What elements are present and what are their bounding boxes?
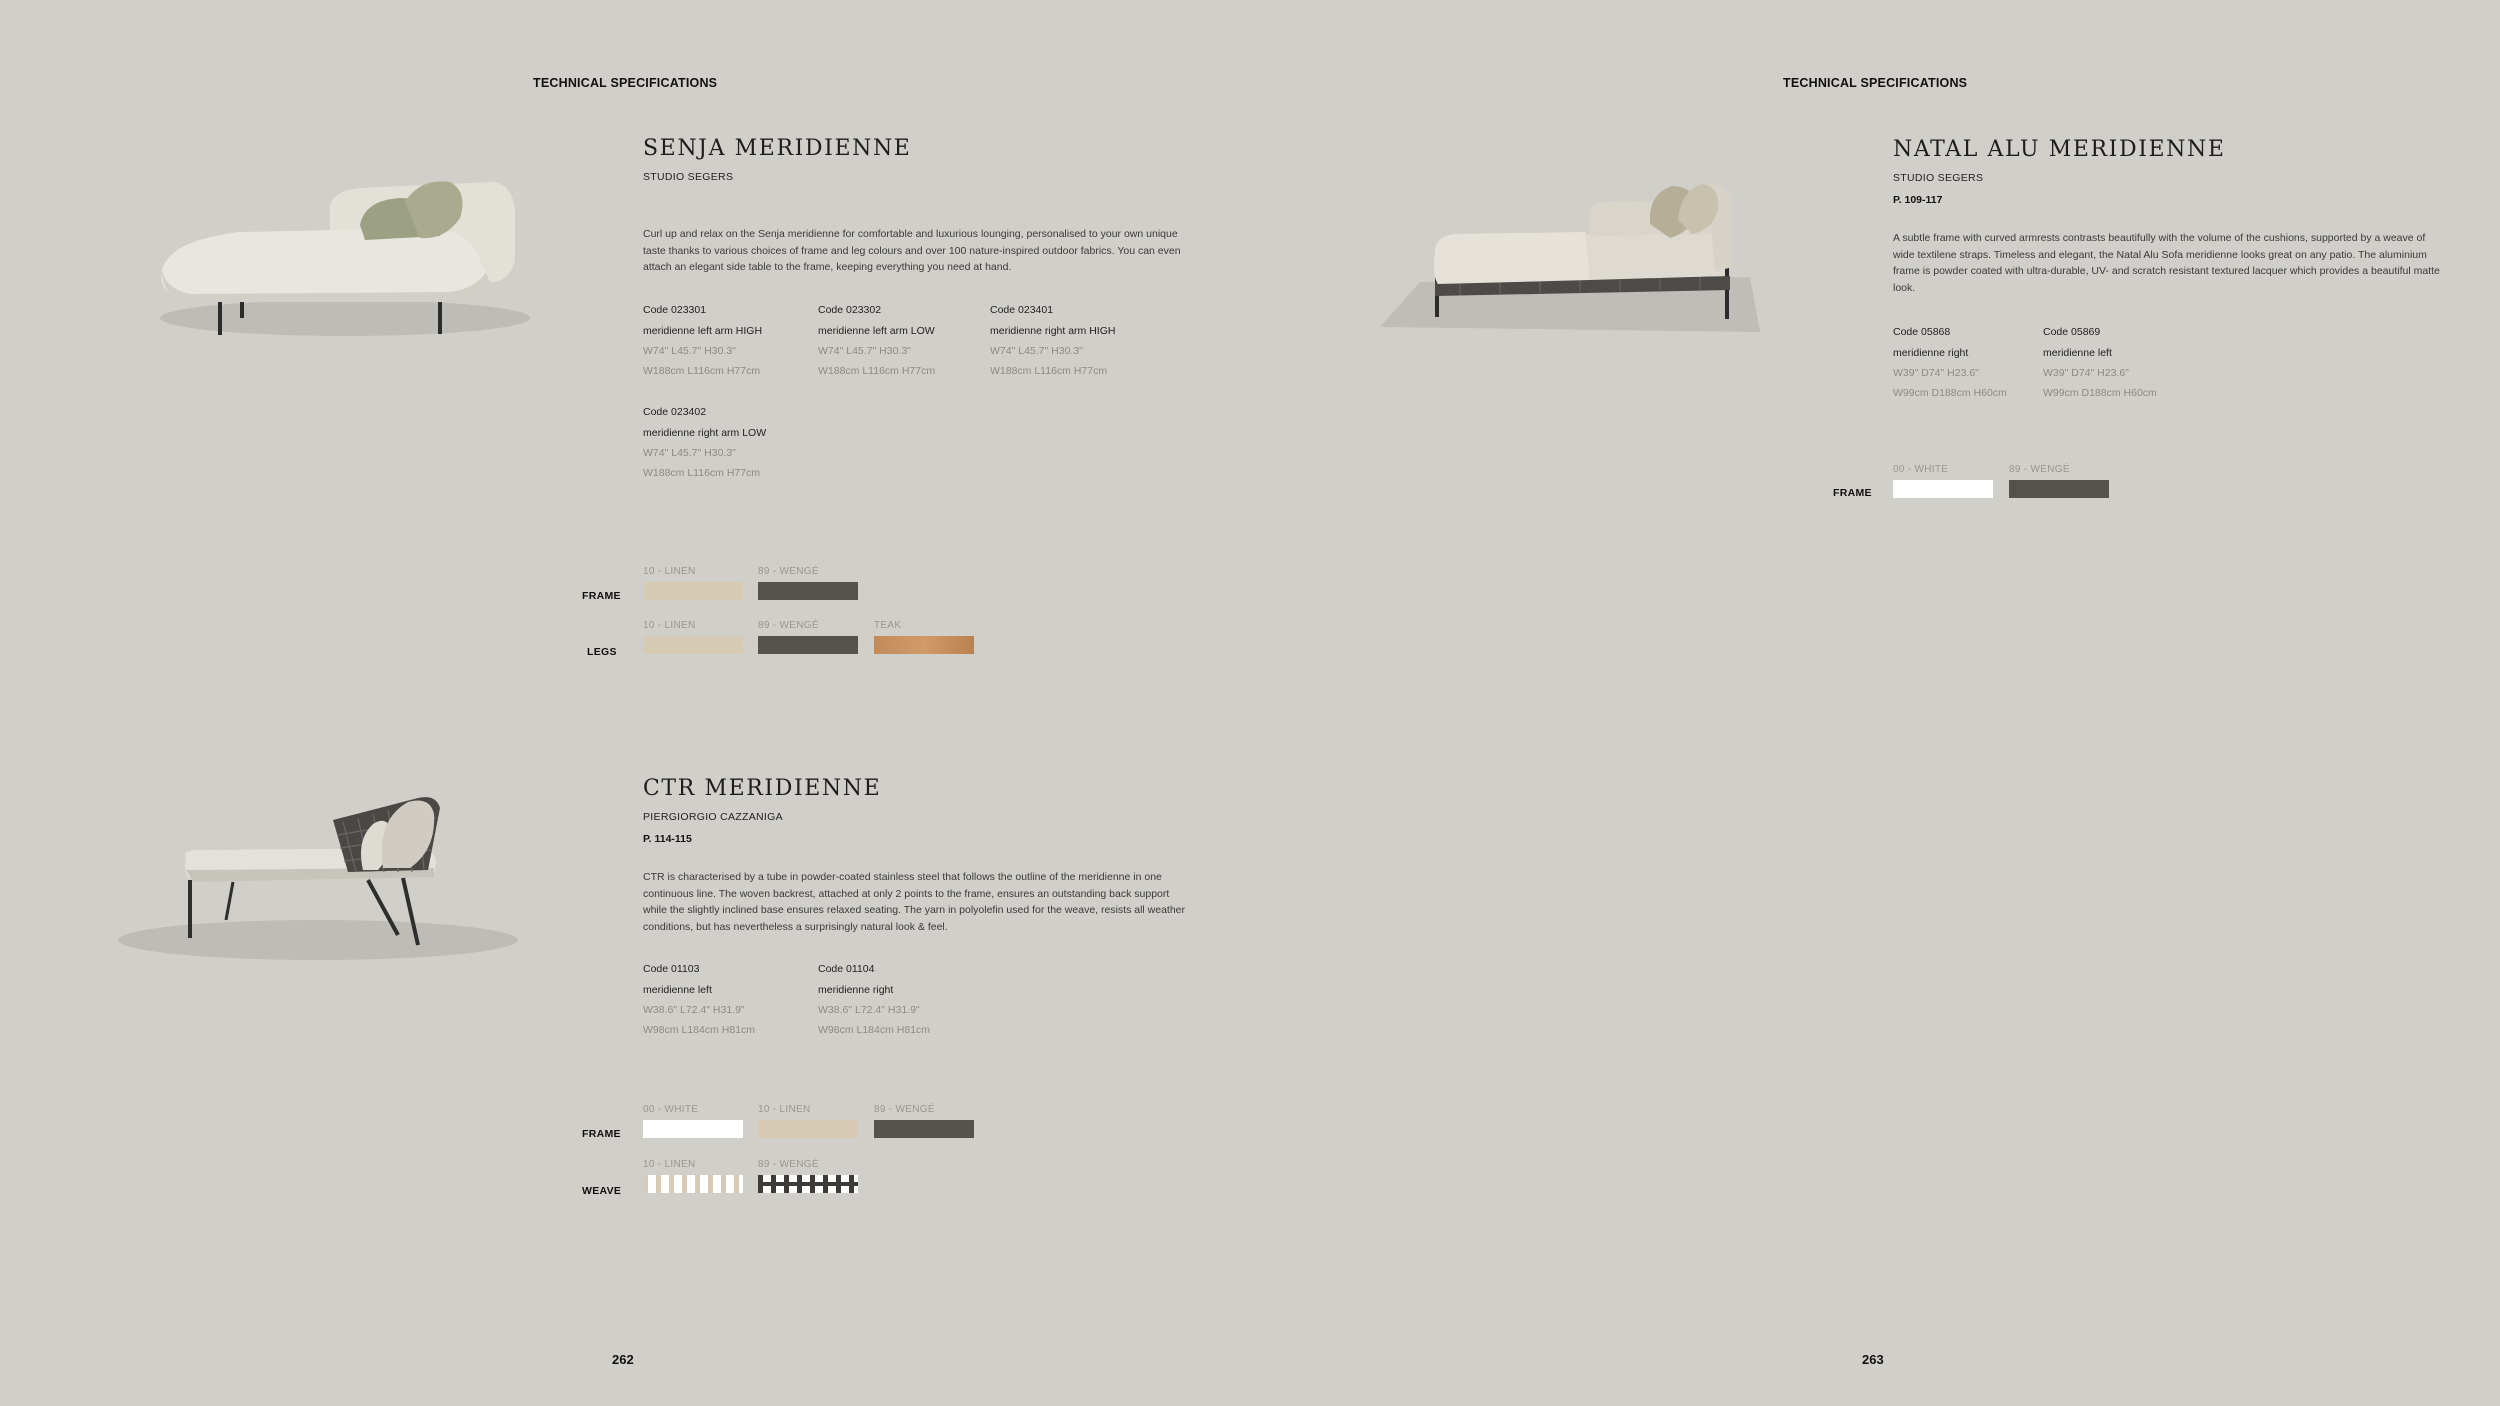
dimensions-inches: W39" D74" H23.6" <box>2043 367 2129 379</box>
dimensions-inches: W74" L45.7" H30.3" <box>990 344 1083 357</box>
dimensions-cm: W188cm L116cm H77cm <box>643 466 761 479</box>
code-number: Code 01104 <box>818 963 875 975</box>
product-codes <box>643 304 1203 514</box>
section-header: TECHNICAL SPECIFICATIONS <box>533 76 718 90</box>
right-page <box>1250 0 2500 1406</box>
swatch-name: 89 - WENGÉ <box>758 1159 819 1170</box>
code-description: meridienne right <box>818 984 894 996</box>
code-item <box>1893 326 2063 399</box>
color-chip <box>643 1120 743 1138</box>
page-number: 262 <box>612 1352 634 1367</box>
dimensions-inches: W74" L45.7" H30.3" <box>818 344 911 357</box>
swatch-weave-wenge <box>758 1159 858 1193</box>
code-item <box>990 304 1160 377</box>
code-description: meridienne left <box>2043 347 2112 359</box>
swatch-name: 10 - LINEN <box>643 566 696 577</box>
dimensions-inches: W74" L45.7" H30.3" <box>643 446 736 459</box>
dimensions-inches: W39" D74" H23.6" <box>1893 367 1979 379</box>
frame-label: FRAME <box>582 1128 621 1140</box>
designer-name: PIERGIORGIO CAZZANIGA <box>643 811 783 823</box>
swatch-teak <box>874 620 974 654</box>
code-item <box>818 963 988 1036</box>
senja-meridienne-image <box>150 170 530 360</box>
product-codes <box>1893 326 2453 406</box>
ctr-meridienne-section <box>643 776 1203 1043</box>
code-item <box>2043 326 2213 399</box>
designer-name: STUDIO SEGERS <box>643 171 734 183</box>
swatch-linen <box>758 1104 858 1138</box>
dimensions-cm: W188cm L116cm H77cm <box>643 364 761 377</box>
swatch-white <box>1893 464 1993 498</box>
product-title: SENJA MERIDIENNE <box>643 136 912 161</box>
code-description: meridienne left <box>643 984 712 996</box>
product-title: NATAL ALU MERIDIENNE <box>1893 137 2226 162</box>
swatch-wenge <box>758 620 858 654</box>
dimensions-cm: W188cm L116cm H77cm <box>818 364 936 377</box>
swatch-wenge <box>2009 464 2109 498</box>
dimensions-inches: W38.6" L72.4" H31.9" <box>643 1004 745 1016</box>
code-number: Code 05868 <box>1893 326 1951 338</box>
weave-label: WEAVE <box>582 1185 622 1197</box>
code-description: meridienne right <box>1893 347 1969 359</box>
swatch-name: 10 - LINEN <box>758 1104 811 1115</box>
product-codes <box>643 963 1203 1043</box>
swatch-wenge <box>758 566 858 600</box>
swatch-name: TEAK <box>874 620 902 631</box>
dimensions-cm: W99cm D188cm H60cm <box>1893 387 2007 399</box>
color-chip <box>643 582 743 600</box>
code-number: Code 023302 <box>818 303 882 316</box>
color-chip <box>758 636 858 654</box>
designer-name: STUDIO SEGERS <box>1893 172 1984 184</box>
page-number: 263 <box>1862 1352 1884 1367</box>
code-item <box>818 304 988 377</box>
swatch-weave-linen <box>643 1159 743 1193</box>
color-chip <box>643 1175 743 1193</box>
natal-alu-meridienne-section <box>1893 137 2453 406</box>
dimensions-cm: W188cm L116cm H77cm <box>990 364 1108 377</box>
swatch-white <box>643 1104 743 1138</box>
product-description: CTR is characterised by a tube in powder-coated stainless steel that follows the outline of the meridienne in one continuous line. The woven backrest, attached at only 2 points to the frame, ensures an outstanding back support while the slightly inclined base ensures relaxed seating. The yarn in polyolefin used for the weave, resists all weather conditions, but has nevertheless a surprisingly natural look & feel. <box>643 871 1186 933</box>
swatch-name: 10 - LINEN <box>643 1159 696 1170</box>
color-chip <box>758 1175 858 1193</box>
code-number: Code 023301 <box>643 303 707 316</box>
code-number: Code 01103 <box>643 963 700 975</box>
swatch-linen <box>643 566 743 600</box>
code-item <box>643 963 813 1036</box>
frame-label: FRAME <box>1833 487 1872 499</box>
product-description: A subtle frame with curved armrests contrasts beautifully with the volume of the cushions, supported by a weave of wide textilene straps. Timeless and elegant, the Natal Alu Sofa meridienne looks great on any patio. The aluminium frame is powder coated with ultra-durable, UV- and scratch resistant textured lacquer which provides a beautiful matte look. <box>1893 232 2440 294</box>
swatch-name: 10 - LINEN <box>643 620 696 631</box>
code-number: Code 023402 <box>643 405 707 418</box>
ctr-meridienne-image <box>118 780 528 980</box>
page-reference: P. 114-115 <box>643 833 692 845</box>
code-description: meridienne left arm LOW <box>818 324 935 337</box>
dimensions-inches: W74" L45.7" H30.3" <box>643 344 736 357</box>
dimensions-inches: W38.6" L72.4" H31.9" <box>818 1004 920 1016</box>
swatch-name: 00 - WHITE <box>1893 464 1949 475</box>
code-item <box>643 304 813 377</box>
swatch-linen <box>643 620 743 654</box>
swatch-name: 89 - WENGÉ <box>758 566 819 577</box>
color-chip <box>1893 480 1993 498</box>
code-number: Code 05869 <box>2043 326 2101 338</box>
product-description: Curl up and relax on the Senja meridienne for comfortable and luxurious lounging, personalised to your own unique taste thanks to various choices of frame and leg colours and over 100 nature-inspired outdoor fabrics. You can even attach an elegant side table to the frame, keeping everything you need at hand. <box>643 228 1181 273</box>
swatch-name: 89 - WENGÉ <box>2009 464 2070 475</box>
legs-label: LEGS <box>587 646 617 658</box>
color-chip <box>874 636 974 654</box>
frame-label: FRAME <box>582 590 621 602</box>
color-chip <box>874 1120 974 1138</box>
page-reference: P. 109-117 <box>1893 194 1943 206</box>
dimensions-cm: W99cm D188cm H60cm <box>2043 387 2157 399</box>
swatch-name: 00 - WHITE <box>643 1104 699 1115</box>
product-title: CTR MERIDIENNE <box>643 776 882 801</box>
code-item <box>643 406 813 479</box>
code-description: meridienne right arm HIGH <box>990 324 1116 337</box>
dimensions-cm: W98cm L184cm H81cm <box>818 1024 931 1036</box>
color-chip <box>758 582 858 600</box>
color-chip <box>2009 480 2109 498</box>
color-chip <box>643 636 743 654</box>
natal-alu-meridienne-image <box>1380 172 1770 347</box>
senja-meridienne-section <box>643 136 1203 514</box>
swatch-wenge <box>874 1104 974 1138</box>
swatch-name: 89 - WENGÉ <box>874 1104 935 1115</box>
code-number: Code 023401 <box>990 303 1054 316</box>
section-header: TECHNICAL SPECIFICATIONS <box>1783 76 1968 90</box>
color-chip <box>758 1120 858 1138</box>
dimensions-cm: W98cm L184cm H81cm <box>643 1024 756 1036</box>
code-description: meridienne left arm HIGH <box>643 324 763 337</box>
swatch-name: 89 - WENGÉ <box>758 620 819 631</box>
code-description: meridienne right arm LOW <box>643 426 767 439</box>
